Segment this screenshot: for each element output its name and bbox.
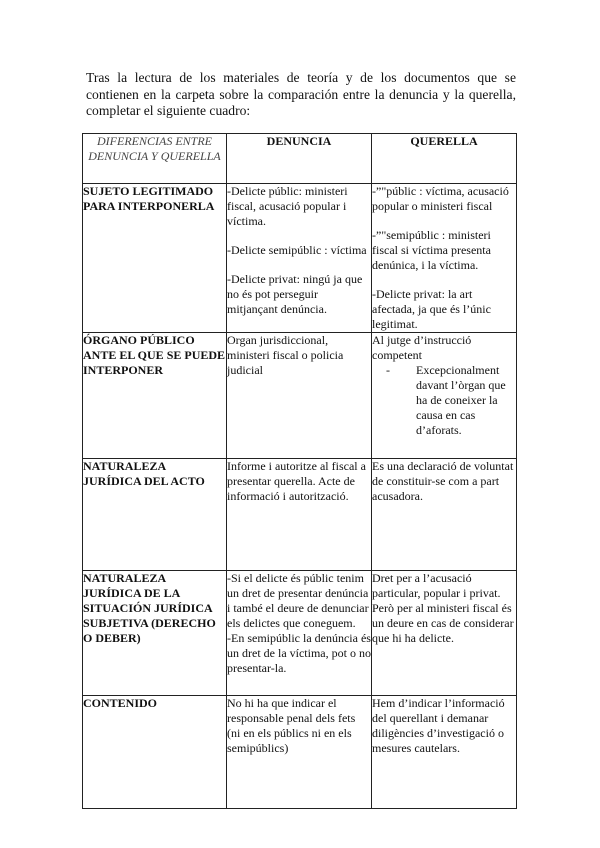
cell-denuncia-sujeto [227, 184, 372, 333]
table-row [83, 184, 517, 333]
cell-text: -Si el delicte és públic tenim un dret de presentar denúncia i també el deure de denunciar els delictes que coneguem. [227, 571, 369, 630]
cell-text: -”"semipúblic : ministeri fiscal si víctima presenta denúnica, i la víctima. [372, 228, 491, 272]
intro-paragraph: Tras la lectura de los materiales de teoría y de los documentos que se contienen en la carpeta sobre la comparación entre la denuncia y la querella, completar el siguiente cuadro: [86, 70, 516, 119]
cell-text: Informe i autoritze al fiscal a presentar querella. Acte de informació i autorització. [227, 459, 366, 503]
cell-text: -Delicte semipúblic : víctima [227, 243, 367, 257]
row-label-organo: ÓRGANO PÚBLICO ANTE EL QUE SE PUEDE INTERPONER [83, 333, 227, 459]
cell-text: Excepcionalment davant l’òrgan que ha de coneixer la causa en cas d’aforats. [416, 363, 506, 437]
row-label-naturaleza-acto: NATURALEZA JURÍDICA DEL ACTO [83, 459, 227, 571]
cell-text: -Delicte públic: ministeri fiscal, acusació popular i víctima. [227, 184, 348, 228]
cell-denuncia-naturaleza-acto [227, 459, 372, 571]
row-label-situacion-juridica: NATURALEZA JURÍDICA DE LA SITUACIÓN JURÍDICA SUBJETIVA (DERECHO O DEBER) [83, 571, 227, 696]
row-label-sujeto: SUJETO LEGITIMADO PARA INTERPONERLA [83, 184, 227, 333]
cell-querella-sujeto [372, 184, 517, 333]
cell-text: -”"públic : víctima, acusació popular o ministeri fiscal [372, 184, 509, 213]
table-corner-header: DIFERENCIAS ENTRE DENUNCIA Y QUERELLA [83, 134, 227, 184]
list-dash: - [386, 363, 390, 377]
comparison-table [82, 133, 517, 809]
table-row [83, 571, 517, 696]
table-row [83, 459, 517, 571]
row-label-contenido: CONTENIDO [83, 696, 227, 809]
sub-list-item [372, 363, 516, 438]
cell-querella-organo [372, 333, 517, 459]
cell-text: -Delicte privat: la art afectada, ja que és l’únic legitimat. [372, 287, 491, 331]
cell-denuncia-contenido [227, 696, 372, 809]
table-row [83, 333, 517, 459]
table-row [83, 696, 517, 809]
cell-text: -Delicte privat: ningú ja que no és pot perseguir mitjançant denúncia. [227, 272, 363, 316]
cell-text: -En semipúblic la denúncia és un dret de la víctima, pot o no presentar-la. [227, 631, 371, 675]
cell-denuncia-organo [227, 333, 372, 459]
cell-text: Es una declaració de voluntat de constituir-se com a part acusadora. [372, 459, 514, 503]
column-header-denuncia: DENUNCIA [227, 134, 372, 184]
cell-querella-situacion-juridica [372, 571, 517, 696]
cell-text: No hi ha que indicar el responsable penal dels fets (ni en els públics ni en els semipúblics) [227, 696, 356, 755]
cell-text: Organ jurisdiccional, ministeri fiscal o policia judicial [227, 333, 344, 377]
table-header-row [83, 134, 517, 184]
cell-querella-contenido [372, 696, 517, 809]
cell-text: Hem d’indicar l’informació del querellant i demanar diligències d’investigació o mesures cautelars. [372, 696, 505, 755]
cell-text: Al jutge d’instrucció competent [372, 333, 472, 362]
cell-text: Dret per a l’acusació particular, popular i privat. Però per al ministeri fiscal és un deure en cas de considerar que hi ha delicte. [372, 571, 514, 645]
cell-querella-naturaleza-acto [372, 459, 517, 571]
cell-denuncia-situacion-juridica [227, 571, 372, 696]
column-header-querella: QUERELLA [372, 134, 517, 184]
